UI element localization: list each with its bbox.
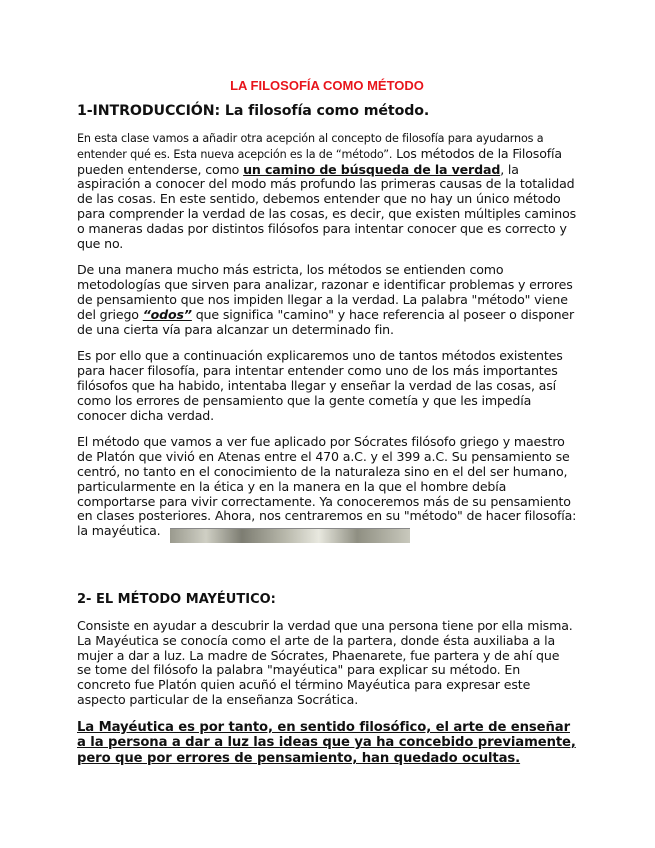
section-2-heading: 2- EL MÉTODO MAYÉUTICO:	[77, 592, 276, 607]
socrates-image-strip	[170, 528, 410, 543]
document-title: LA FILOSOFÍA COMO MÉTODO	[230, 78, 424, 93]
metodo-text-a: De una manera mucho más estricta, los métodos se entienden como metodologías que sirven para analizar, razonar e identificar problemas y errores de pensamiento que nos impiden llegar a la verdad. La palabra "método" viene del griego	[77, 262, 573, 322]
intro-paragraph-2	[77, 263, 577, 337]
section-1-heading: 1-INTRODUCCIÓN: La filosofía como método.	[77, 103, 430, 119]
mayeutica-paragraph: Consiste en ayudar a descubrir la verdad que una persona tiene por ella misma. La Mayéutica se conocía como el arte de la partera, donde ésta auxiliaba a la mujer a dar a luz. La madre de Sócrates, Phaenarete, fue partera y de ahí que se tome del filósofo la palabra "mayéutica" para explicar su método. En concreto fue Platón quien acuñó el término Mayéutica para expresar este aspecto particular de la enseñanza Socrática.	[77, 618, 573, 707]
mayeutica-conclusion: La Mayéutica es por tanto, en sentido filosófico, el arte de enseñar a la persona a dar a luz las ideas que ya ha concebido previamente, pero que por errores de pensamiento, han quedado ocultas.	[77, 719, 576, 766]
metodo-text-b: que significa "camino" y hace referencia al poseer o disponer de una cierta vía para alcanzar un determinado fin.	[77, 306, 575, 337]
intro-paragraph-1	[77, 131, 577, 251]
intro-paragraph-3: Es por ello que a continuación explicaremos uno de tantos métodos existentes para hacer filosofía, para intentar entender como uno de los más importantes filósofos que ha habido, intentaba llegar y enseñar la verdad de las cosas, así como los errores de pensamiento que la gente cometía y que les impedía conocer dicha verdad.	[77, 348, 563, 423]
section-2	[77, 592, 577, 778]
document-page	[77, 72, 577, 551]
odos-word: “odos”	[142, 306, 192, 322]
intro-text-b: , la aspiración a conocer del modo más profundo las primeras causas de la totalidad de las cosas. En este sentido, debemos entender que no hay un único método para comprender la verdad de las cosas, es decir, que existen múltiples caminos o maneras dadas por distintos filósofos para intentar conocer que es correcto y que no.	[77, 161, 577, 251]
intro-small-text: En esta clase vamos a añadir otra acepción al concepto de filosofía para ayudarnos a entender qué es. Esta nueva acepción es la de “método”.	[77, 132, 544, 161]
intro-text-a: Los métodos de la Filosofía pueden entenderse, como	[77, 145, 562, 177]
highlight-camino-verdad: un camino de búsqueda de la verdad	[243, 161, 501, 177]
intro-paragraph-4: El método que vamos a ver fue aplicado por Sócrates filósofo griego y maestro de Platón que vivió en Atenas entre el 470 a.C. y el 399 a.C. Su pensamiento se centró, no tanto en el conocimiento de la naturaleza sino en el del ser humano, particularmente en la ética y en la manera en la que el hombre debía comportarse para vivir correctamente. Ya conoceremos más de su pensamiento en clases posteriores. Ahora, nos centraremos en su "método" de hacer filosofía: la mayéutica.	[77, 434, 577, 539]
